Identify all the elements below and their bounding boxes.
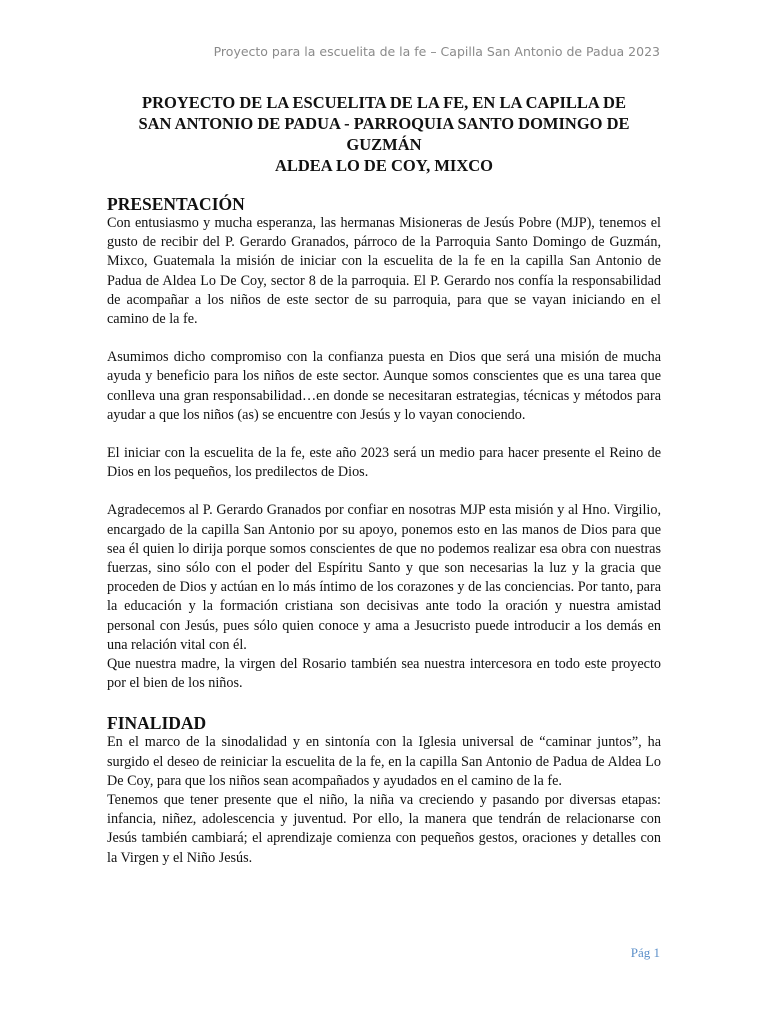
section-heading-presentacion: PRESENTACIÓN: [107, 194, 245, 214]
title-line: SAN ANTONIO DE PADUA - PARROQUIA SANTO DOMINGO DE: [138, 114, 630, 133]
paragraph: Que nuestra madre, la virgen del Rosario también sea nuestra intercesora en todo este proyecto por el bien de los niños.: [107, 656, 661, 692]
paragraph: El iniciar con la escuelita de la fe, este año 2023 será un medio para hacer presente el Reino de Dios en los pequeños, los predilectos de Dios.: [107, 445, 661, 481]
paragraph: Tenemos que tener presente que el niño, la niña va creciendo y pasando por diversas etapas: infancia, niñez, adolescencia y juventud. Por ello, la manera que tendrán de relacionarse con Jesús también cambiará; el aprendizaje comienza con pequeños gestos, oraciones y detalles con la Virgen y el Niño Jesús.: [107, 792, 661, 866]
page-number: Pág 1: [630, 945, 660, 960]
paragraph: En el marco de la sinodalidad y en sintonía con la Iglesia universal de “caminar juntos”, ha surgido el deseo de reiniciar la escuelita de la fe, en la capilla San Antonio de Padua de Aldea Lo De Coy, para que los niños sean acompañados y ayudados en el camino de la fe.: [107, 734, 661, 789]
document-title: [107, 92, 661, 176]
running-header: Proyecto para la escuelita de la fe – Capilla San Antonio de Padua 2023: [213, 44, 660, 59]
paragraph: Con entusiasmo y mucha esperanza, las hermanas Misioneras de Jesús Pobre (MJP), tenemos el gusto de recibir del P. Gerardo Granados, párroco de la Parroquia Santo Domingo de Guzmán, Mixco, Guatemala la misión de iniciar con la escuelita de la fe en la capilla San Antonio de Padua de Aldea Lo De Coy, sector 8 de la parroquia. El P. Gerardo nos confía la responsabilidad de acompañar a los niños de este sector de su parroquia, para que se vayan iniciando en el camino de la fe.: [107, 215, 661, 328]
document-body: [107, 92, 661, 868]
title-line: GUZMÁN: [346, 135, 422, 154]
paragraph: Asumimos dicho compromiso con la confianza puesta en Dios que será una misión de mucha ayuda y beneficio para los niños de este sector. Aunque somos conscientes que es una tarea que conlleva una gran responsabilidad…en donde se necesitaran estrategias, técnicas y métodos para ayudar a que los niños (as) se encuentre con Jesús y lo vayan conociendo.: [107, 349, 661, 423]
paragraph: Agradecemos al P. Gerardo Granados por confiar en nosotras MJP esta misión y al Hno. Virgilio, encargado de la capilla San Antonio por su apoyo, ponemos esto en las manos de Dios para que sea él quien lo dirija porque somos conscientes de que no podemos realizar esa obra con nuestras fuerzas, sino sólo con el poder del Espíritu Santo y que son necesarias la luz y la gracia que proceden de Dios y actúan en lo más íntimo de los corazones y de las conciencias. Por tanto, para la educación y la formación cristiana son decisivas ante todo la oración y nuestra amistad personal con Jesús, pues sólo quien conoce y ama a Jesucristo puede introducir a los demás en una relación vital con él.: [107, 502, 661, 653]
section-heading-finalidad: FINALIDAD: [107, 713, 207, 734]
title-line: PROYECTO DE LA ESCUELITA DE LA FE, EN LA CAPILLA DE: [142, 93, 626, 112]
title-line: ALDEA LO DE COY, MIXCO: [274, 156, 494, 175]
